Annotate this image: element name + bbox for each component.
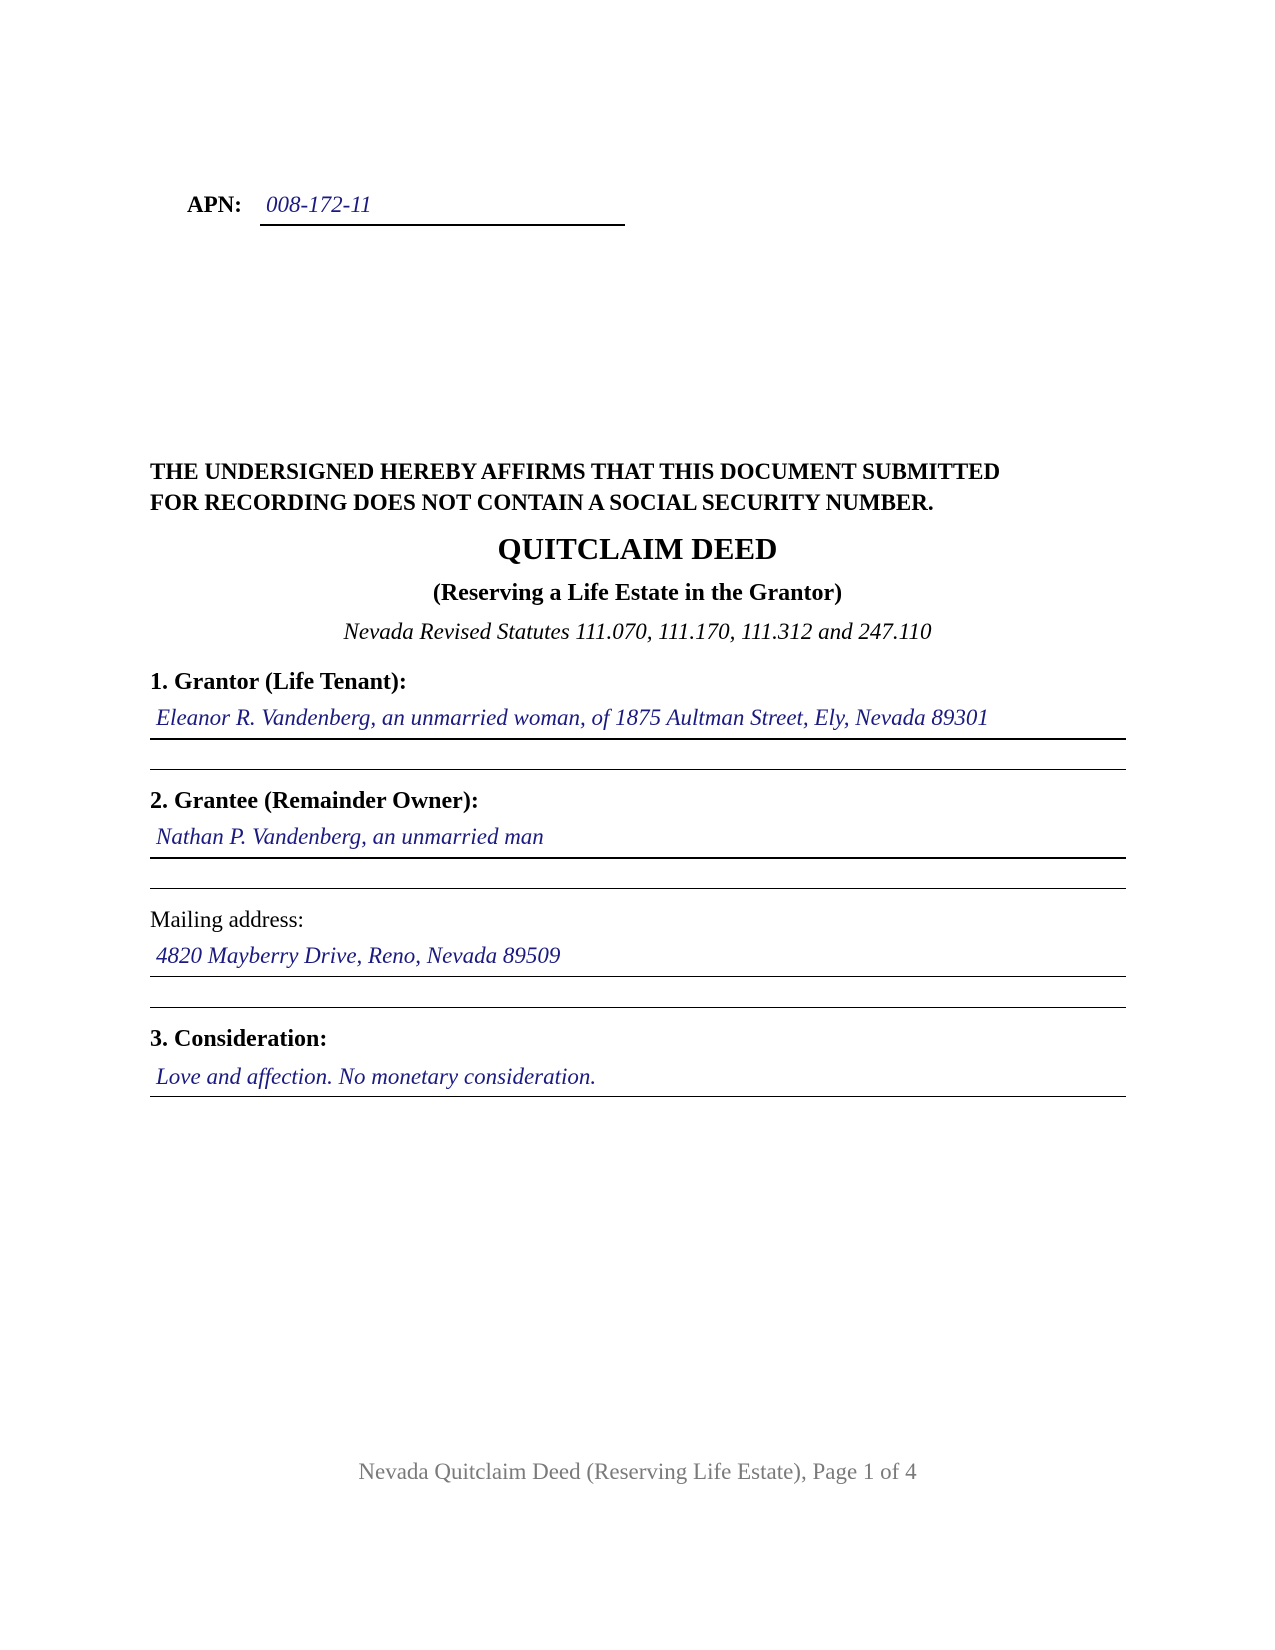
consideration-field-underline bbox=[150, 1096, 1126, 1097]
apn-value[interactable]: 008-172-11 bbox=[266, 192, 372, 217]
consideration-heading: 3. Consideration: bbox=[150, 1026, 328, 1052]
consideration-field[interactable]: Love and affection. No monetary consideration. bbox=[156, 1064, 597, 1089]
grantee-heading: 2. Grantee (Remainder Owner): bbox=[150, 788, 479, 814]
grantor-heading: 1. Grantor (Life Tenant): bbox=[150, 669, 407, 695]
page-footer: Nevada Quitclaim Deed (Reserving Life Estate), Page 1 of 4 bbox=[358, 1459, 917, 1484]
document-subtitle: (Reserving a Life Estate in the Grantor) bbox=[432, 580, 843, 606]
ssn-affirmation bbox=[150, 456, 1150, 518]
mailing-address-underline bbox=[150, 976, 1126, 977]
mailing-address-label: Mailing address: bbox=[150, 907, 304, 932]
grantee-extra-line bbox=[150, 888, 1126, 889]
mailing-address-field[interactable]: 4820 Mayberry Drive, Reno, Nevada 89509 bbox=[156, 943, 561, 968]
grantee-field-underline bbox=[150, 857, 1126, 859]
document-title: QUITCLAIM DEED bbox=[497, 531, 778, 566]
apn-label: APN: bbox=[187, 192, 242, 217]
mailing-address-extra-line bbox=[150, 1007, 1126, 1008]
apn-field-underline bbox=[260, 224, 625, 226]
affirmation-line-1: THE UNDERSIGNED HEREBY AFFIRMS THAT THIS DOCUMENT SUBMITTED bbox=[150, 459, 1001, 484]
grantor-field[interactable]: Eleanor R. Vandenberg, an unmarried woman, of 1875 Aultman Street, Ely, Nevada 89301 bbox=[156, 705, 989, 730]
grantor-field-underline bbox=[150, 738, 1126, 740]
grantee-field[interactable]: Nathan P. Vandenberg, an unmarried man bbox=[156, 824, 544, 849]
grantor-extra-line bbox=[150, 769, 1126, 770]
affirmation-line-2: FOR RECORDING DOES NOT CONTAIN A SOCIAL SECURITY NUMBER. bbox=[150, 490, 934, 515]
statute-reference: Nevada Revised Statutes 111.070, 111.170, 111.312 and 247.110 bbox=[343, 619, 932, 644]
